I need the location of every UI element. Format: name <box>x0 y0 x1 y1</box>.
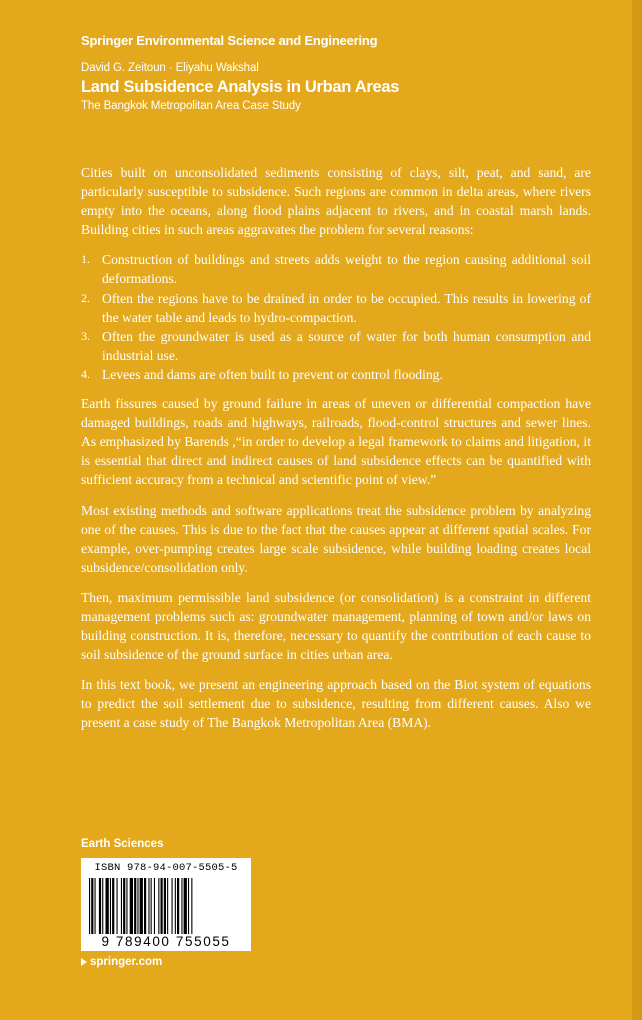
book-subtitle: The Bangkok Metropolitan Area Case Study <box>81 100 301 112</box>
cover-header <box>81 33 621 112</box>
barcode-bars <box>89 878 243 934</box>
paragraph-5: In this text book, we present an engineering approach based on the Biot system of equations to predict the soil settlement due to subsidence, resulting from different causes. Also we present a case study of The Bangkok Metropolitan Area (BMA). <box>81 677 591 731</box>
blurb <box>81 163 591 744</box>
subject-category: Earth Sciences <box>81 838 164 850</box>
arrow-right-icon <box>81 958 87 966</box>
series-title: Springer Environmental Science and Engineering <box>81 33 378 48</box>
list-item <box>81 327 591 365</box>
list-text: Often the groundwater is used as a source of water for both human consumption and industrial use. <box>102 328 591 363</box>
list-number: 1. <box>81 252 90 267</box>
list-text: Construction of buildings and streets adds weight to the region causing additional soil deformations. <box>102 252 591 287</box>
list-text: Often the regions have to be drained in order to be occupied. This results in lowering of the water table and leads to hydro-compaction. <box>102 290 591 325</box>
springer-link-label: springer.com <box>90 956 163 968</box>
barcode-digits: 9 789400 755055 <box>101 934 231 949</box>
barcode <box>81 858 251 951</box>
spine-edge <box>632 0 642 1020</box>
authors: David G. Zeitoun · Eliyahu Wakshal <box>81 62 259 74</box>
reasons-list <box>81 250 591 384</box>
list-item <box>81 250 591 288</box>
list-item <box>81 365 591 384</box>
list-number: 3. <box>81 328 90 343</box>
isbn-label: ISBN 978-94-007-5505-5 <box>94 862 238 874</box>
paragraph-2: Earth fissures caused by ground failure in areas of uneven or differential compaction have damaged buildings, roads and highways, railroads, flood-control structures and sewer lines. As emphasized by Barends ,“in order to develop a legal framework to claims and litigation, it is essential that direct and indirect causes of land subsidence effects can be quantified with sufficient accuracy from a technical and scientific point of view.” <box>81 396 591 488</box>
paragraph-3: Most existing methods and software applications treat the subsidence problem by analyzing one of the causes. This is due to the fact that the causes appear at different spatial scales. For example, over-pumping creates large scale subsidence, while building loading creates local subsidence/consolidation only. <box>81 502 591 575</box>
list-number: 2. <box>81 290 90 305</box>
book-title: Land Subsidence Analysis in Urban Areas <box>81 78 400 96</box>
list-item <box>81 289 591 327</box>
paragraph-4: Then, maximum permissible land subsidence (or consolidation) is a constraint in different management problems such as: groundwater management, planning of town and/or laws on building construction. It is, therefore, necessary to quantify the contribution of each cause to soil subsidence of the ground surface in cities urban area. <box>81 589 591 663</box>
list-number: 4. <box>81 366 90 381</box>
paragraph-1: Cities built on unconsolidated sediments consisting of clays, silt, peat, and sand, are particularly susceptible to subsidence. Such regions are common in delta areas, where rivers empty into the oceans, along flood plains adjacent to rivers, and in coastal marsh lands. Building cities in such areas aggravates the problem for several reasons: <box>81 165 591 238</box>
springer-link[interactable] <box>81 956 162 968</box>
list-text: Levees and dams are often built to prevent or control flooding. <box>102 366 443 382</box>
